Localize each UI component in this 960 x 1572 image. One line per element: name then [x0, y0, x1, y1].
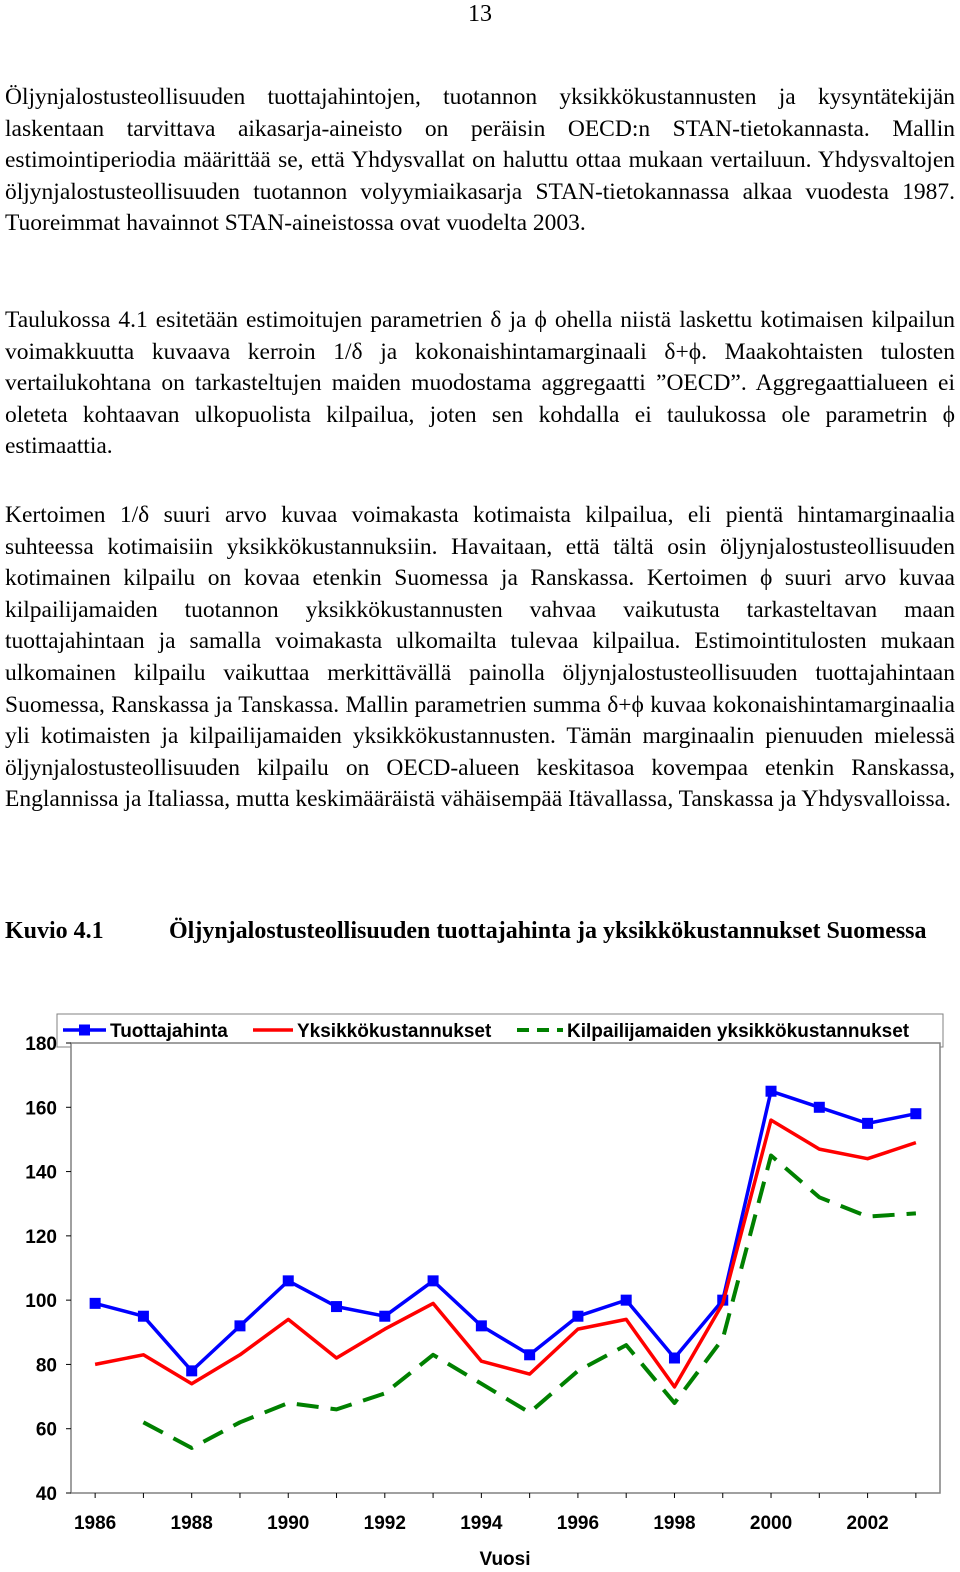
data-point — [379, 1311, 390, 1322]
x-tick-label: 1986 — [73, 1513, 117, 1534]
x-tick-label: 1988 — [170, 1513, 213, 1534]
x-axis-label: Vuosi — [479, 1549, 531, 1570]
data-point — [862, 1118, 873, 1129]
data-point — [428, 1275, 439, 1286]
line-chart — [0, 1005, 960, 1572]
data-point — [138, 1311, 149, 1322]
plot-area — [71, 1043, 940, 1493]
y-tick-label: 120 — [25, 1226, 57, 1248]
data-point — [766, 1086, 777, 1097]
data-point — [669, 1353, 680, 1364]
y-tick-label: 140 — [25, 1162, 57, 1184]
data-point — [621, 1295, 632, 1306]
x-tick-label: 2002 — [846, 1513, 889, 1534]
page-number: 13 — [468, 1, 492, 27]
y-tick-label: 40 — [35, 1484, 57, 1505]
data-point — [476, 1320, 487, 1331]
legend-label: Yksikkökustannukset — [297, 1021, 492, 1042]
figure-label: Kuvio 4.1 — [5, 918, 104, 944]
y-tick-label: 80 — [35, 1355, 57, 1377]
x-tick-label: 2000 — [749, 1513, 793, 1534]
data-point — [572, 1311, 583, 1322]
y-tick-label: 160 — [25, 1098, 57, 1120]
plot-border — [71, 1043, 940, 1493]
data-point — [814, 1102, 825, 1113]
x-tick-label: 1994 — [460, 1513, 503, 1534]
data-point — [186, 1365, 197, 1376]
data-point — [234, 1320, 245, 1331]
paragraph-table-description: Taulukossa 4.1 esitetään estimoitujen parametrien δ ja ϕ ohella niistä laskettu kotimaisen kilpailun voimakkuutta kuvaava kerroin 1/δ ja kokonaishintamarginaali δ+ϕ. Maakohtaisten tulosten vertailukohtana on tarkasteltujen maiden muodostama aggregaatti ”OECD”. Aggregaattialueen ei oleteta kohtaavan ulkopuolista kilpailua, joten sen kohdalla ei taulukossa ole parametrin ϕ estimaattia. — [5, 307, 955, 460]
y-tick-label: 60 — [35, 1419, 57, 1441]
x-tick-label: 1996 — [556, 1513, 600, 1534]
chart-legend — [57, 1014, 943, 1047]
data-point — [90, 1298, 101, 1309]
x-tick-label: 1998 — [653, 1513, 696, 1534]
data-point — [331, 1301, 342, 1312]
legend-label: Kilpailijamaiden yksikkökustannukset — [567, 1021, 910, 1042]
figure-title: Öljynjalostusteollisuuden tuottajahinta ja yksikkökustannukset Suomessa — [169, 918, 927, 944]
x-tick-label: 1990 — [267, 1513, 310, 1534]
data-point — [283, 1275, 294, 1286]
data-point — [910, 1108, 921, 1119]
legend-marker — [79, 1025, 90, 1036]
paragraph-data-source: Öljynjalostusteollisuuden tuottajahintojen, tuotannon yksikkökustannusten ja kysyntätekijän laskentaan tarvittava aikasarja-aineisto on peräisin OECD:n STAN-tietokannasta. Mallin estimointiperiodia määrittää se, että Yhdysvallat on haluttu ottaa mukaan vertailuun. Yhdysvaltojen öljynjalostusteollisuuden tuotannon volyymiaikasarja STAN-tietokannassa alkaa vuodesta 1987. Tuoreimmat havainnot STAN-aineistossa ovat vuodelta 2003. — [5, 84, 955, 237]
paragraph-results: Kertoimen 1/δ suuri arvo kuvaa voimakasta kotimaista kilpailua, eli pientä hintamarginaalia suhteessa kotimaisiin yksikkökustannuksiin. Havaitaan, että tältä osin öljynjalostusteollisuuden kotimainen kilpailu on kovaa etenkin Suomessa ja Ranskassa. Kertoimen ϕ suuri arvo kuvaa kilpailijamaiden tuotannon yksikkökustannusten vahvaa vaikutusta tarkasteltavan maan tuottajahintaan ja samalla voimakasta ulkomailta tulevaa kilpailua. Estimointitulosten mukaan ulkomainen kilpailu vaikuttaa merkittävällä painolla öljynjalostusteollisuuden tuottajahintaan Suomessa, Ranskassa ja Tanskassa. Mallin parametrien summa δ+ϕ kuvaa kokonaishintamarginaalia yli kotimaisten ja kilpailijamaiden yksikkökustannusten. Tämän marginaalin pienuuden mielessä öljynjalostusteollisuuden kilpailu on OECD-alueen keskitasoa kovempaa etenkin Ranskassa, Englannissa ja Italiassa, mutta keskimääräistä vähäisempää Itävallassa, Tanskassa ja Yhdysvalloissa. — [5, 502, 955, 813]
legend-label: Tuottajahinta — [110, 1021, 228, 1042]
x-tick-label: 1992 — [363, 1513, 406, 1534]
legend-item-3 — [517, 1021, 910, 1042]
data-point — [524, 1349, 535, 1360]
y-tick-label: 100 — [25, 1291, 57, 1313]
y-tick-label: 180 — [25, 1034, 57, 1055]
